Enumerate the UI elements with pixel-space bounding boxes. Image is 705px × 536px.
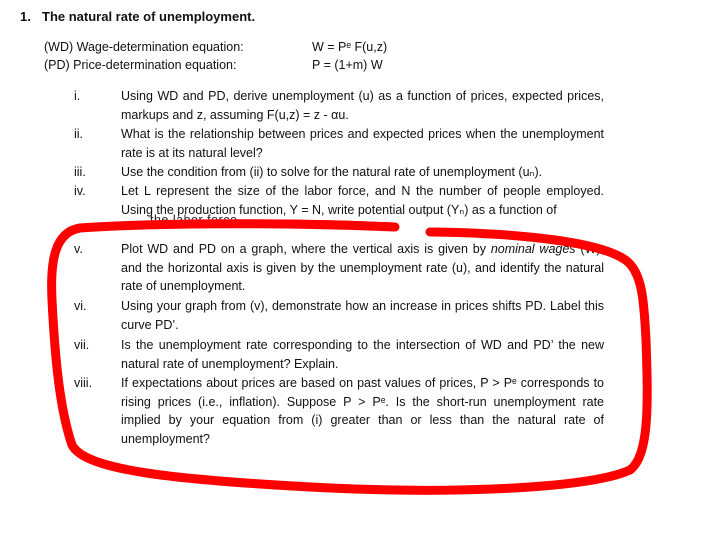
item-text: Is the unemployment rate corresponding to the intersection of WD and PD’ the new natural rate of unemployment? Explain. <box>121 338 604 371</box>
red-annotation-stroke-overlap <box>118 223 390 226</box>
equation-pd-label: (PD) Price-determination equation: <box>44 58 237 72</box>
item-number: vi. <box>74 299 87 313</box>
item-number: i. <box>74 89 81 103</box>
equation-wd-formula: W = Pᵉ F(u,z) <box>312 40 388 54</box>
equation-wd-label: (WD) Wage-determination equation: <box>44 40 244 54</box>
item-text: Using WD and PD, derive unemployment (u) as a function of prices, expected prices, markups and z, assuming F(u,z) = z - αu. <box>121 89 604 122</box>
item-number: viii. <box>74 376 93 390</box>
item-text: What is the relationship between prices and expected prices when the unemployment rate is at its natural level? <box>121 127 604 160</box>
item-text-post: (W), and the horizontal axis is given by the unemployment rate (u), and identify the natural rate of unemployment. <box>121 242 604 294</box>
item-text-pre: Plot WD and PD on a graph, where the vertical axis is given by <box>121 242 491 256</box>
cut-off-text-content: the labor force. <box>150 213 242 227</box>
equation-pd-formula: P = (1+m) W <box>312 58 383 72</box>
question-number: 1. <box>20 9 31 24</box>
item-text: Using your graph from (v), demonstrate how an increase in prices shifts PD. Label this curve PD’. <box>121 299 604 332</box>
item-number: ii. <box>74 127 84 141</box>
item-number: vii. <box>74 338 90 352</box>
item-text-emphasis: nominal wages <box>490 242 576 256</box>
item-text: Let L represent the size of the labor force, and N the number of people employed. Using the production function, Y = N, write potential output (Yₙ) as a function of <box>121 184 604 217</box>
item-number: iii. <box>74 165 86 179</box>
question-title-text: The natural rate of unemployment. <box>42 9 256 24</box>
red-annotation-stroke <box>52 224 648 491</box>
item-number: v. <box>74 242 83 256</box>
item-number: iv. <box>74 184 86 198</box>
item-text: If expectations about prices are based on past values of prices, P > Pᵉ corresponds to rising prices (i.e., inflation). Suppose P > Pᵉ. Is the short-run unemployment rate implied by your equation from (i) greater than or less than the natural rate of unemployment? <box>121 376 604 446</box>
item-text: Use the condition from (ii) to solve for the natural rate of unemployment (uₙ). <box>121 165 543 179</box>
